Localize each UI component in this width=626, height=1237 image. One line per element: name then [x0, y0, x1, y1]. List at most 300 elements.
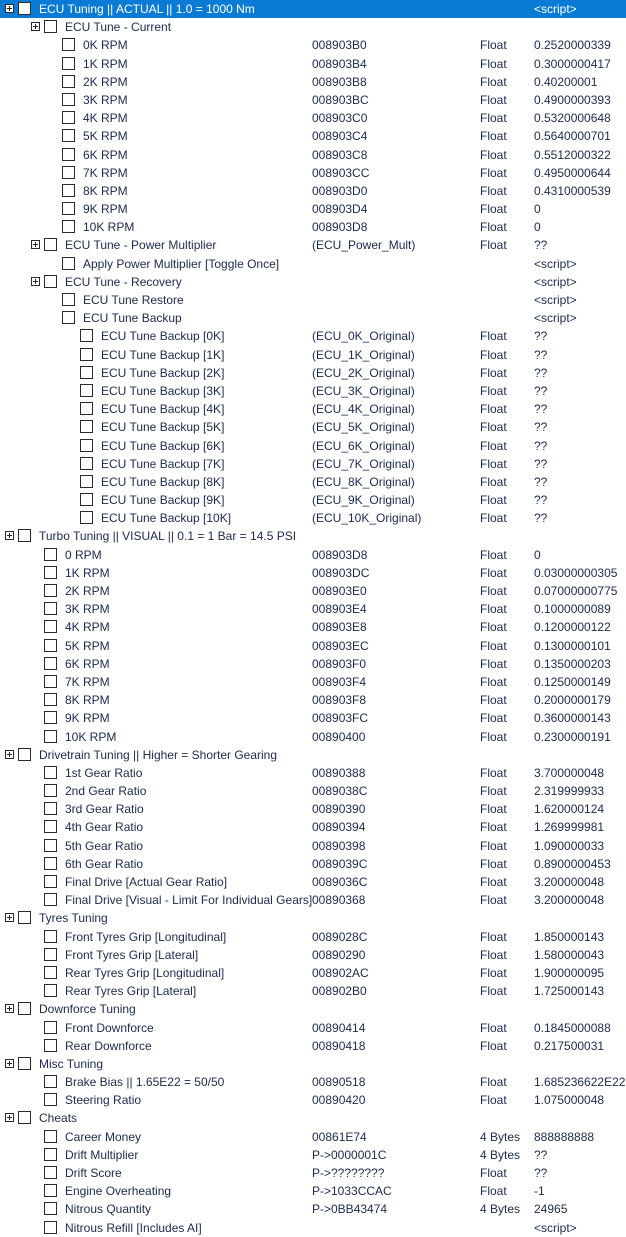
row-value: 0.1300000101 [534, 638, 611, 653]
row-address: (ECU_6K_Original) [312, 438, 415, 453]
table-row[interactable] [0, 1073, 626, 1091]
table-row[interactable] [0, 582, 626, 600]
activate-checkbox[interactable] [18, 1002, 31, 1015]
row-type: Float [480, 1038, 507, 1053]
row-type: Float [480, 584, 507, 598]
row-type: Float [480, 365, 507, 380]
row-description: 3rd Gear Ratio [65, 802, 144, 817]
activate-checkbox[interactable] [80, 348, 93, 361]
row-description: ECU Tune Backup [2K] [101, 365, 225, 380]
row-description: Nitrous Quantity [65, 1202, 152, 1217]
row-value: 0 [534, 547, 541, 562]
row-description: 9K RPM [65, 711, 110, 726]
row-description: Front Downforce [65, 1020, 154, 1035]
activate-checkbox[interactable] [80, 329, 93, 342]
row-address: (ECU_10K_Original) [312, 511, 422, 526]
row-address: 00890388 [312, 765, 366, 780]
row-address: (ECU_7K_Original) [312, 456, 415, 471]
table-row[interactable] [0, 327, 626, 345]
table-row[interactable] [0, 655, 626, 673]
table-row[interactable] [0, 1164, 626, 1182]
table-row[interactable] [0, 1000, 626, 1018]
row-type: Float [480, 674, 507, 689]
row-address: (ECU_0K_Original) [312, 329, 415, 344]
row-description: 6K RPM [83, 147, 128, 162]
activate-checkbox[interactable] [18, 748, 31, 761]
table-row[interactable] [0, 527, 626, 545]
row-description: Rear Downforce [65, 1038, 152, 1053]
activate-checkbox[interactable] [44, 1221, 57, 1234]
row-value: ?? [534, 420, 548, 435]
table-row[interactable] [0, 218, 626, 236]
row-description: 3K RPM [65, 602, 110, 617]
row-value: 0.1000000089 [534, 602, 611, 617]
row-address: 008903C4 [312, 129, 368, 144]
expand-plus-icon[interactable] [5, 1113, 14, 1122]
activate-checkbox[interactable] [80, 384, 93, 397]
activate-checkbox[interactable] [44, 548, 57, 561]
row-type: Float [480, 693, 507, 708]
row-value: 3.700000048 [534, 765, 605, 780]
row-address: 008903DC [312, 565, 370, 580]
row-description: ECU Tune Backup [83, 311, 182, 326]
row-type: Float [480, 92, 507, 107]
row-type: Float [480, 820, 507, 835]
row-description: ECU Tune Backup [6K] [101, 438, 225, 453]
expand-plus-icon[interactable] [5, 531, 14, 540]
table-row[interactable] [0, 546, 626, 564]
row-address: 008903D0 [312, 183, 368, 198]
row-description: Final Drive [Visual - Limit For Individual Gears] [65, 893, 313, 908]
row-description: ECU Tune Backup [5K] [101, 420, 225, 435]
activate-checkbox[interactable] [44, 1148, 57, 1161]
table-row[interactable] [0, 273, 626, 291]
row-address: 008903B4 [312, 56, 367, 71]
activate-checkbox[interactable] [62, 293, 75, 306]
table-row[interactable] [0, 728, 626, 746]
activate-checkbox[interactable] [44, 1202, 57, 1215]
activate-checkbox[interactable] [44, 1021, 57, 1034]
row-address: (ECU_2K_Original) [312, 365, 415, 380]
table-row[interactable] [0, 928, 626, 946]
table-row[interactable] [0, 491, 626, 509]
table-row[interactable] [0, 764, 626, 782]
activate-checkbox[interactable] [80, 420, 93, 433]
table-row[interactable] [0, 873, 626, 891]
row-type: Float [480, 965, 507, 980]
row-description: Drift Score [65, 1166, 122, 1180]
expand-plus-icon[interactable] [5, 1059, 14, 1068]
row-address: 0089028C [312, 929, 368, 944]
activate-checkbox[interactable] [44, 584, 57, 597]
activate-checkbox[interactable] [18, 529, 31, 542]
activate-checkbox[interactable] [62, 166, 75, 179]
activate-checkbox[interactable] [44, 675, 57, 688]
expand-plus-icon[interactable] [31, 277, 40, 286]
activate-checkbox[interactable] [44, 1039, 57, 1052]
activate-checkbox[interactable] [44, 275, 57, 288]
table-row[interactable] [0, 291, 626, 309]
activate-checkbox[interactable] [44, 802, 57, 815]
row-description: ECU Tuning || ACTUAL || 1.0 = 1000 Nm [39, 2, 255, 16]
row-type: 4 Bytes [480, 1129, 521, 1144]
row-description: Misc Tuning [39, 1056, 104, 1071]
row-value: 1.075000048 [534, 1093, 605, 1108]
row-value: 0.1250000149 [534, 674, 611, 689]
table-row[interactable] [0, 400, 626, 418]
row-description: Drivetrain Tuning || Higher = Shorter Gearing [39, 747, 278, 762]
table-row[interactable] [0, 1091, 626, 1109]
row-value: ?? [534, 402, 548, 417]
table-row[interactable] [0, 164, 626, 182]
row-value: ?? [534, 1166, 548, 1180]
row-description: 5th Gear Ratio [65, 838, 144, 853]
row-address: 008902B0 [312, 984, 367, 999]
table-row[interactable] [0, 36, 626, 54]
row-address: 008903F0 [312, 656, 367, 671]
table-row[interactable] [0, 1037, 626, 1055]
activate-checkbox[interactable] [44, 1130, 57, 1143]
table-row[interactable] [0, 1019, 626, 1037]
table-row[interactable] [0, 309, 626, 327]
table-row[interactable] [0, 1109, 626, 1127]
expand-plus-icon[interactable] [31, 240, 40, 249]
row-type: Float [480, 220, 507, 235]
row-description: Nitrous Refill [Includes AI] [65, 1220, 202, 1235]
row-type: Float [480, 493, 507, 508]
row-address: P->0BB43474 [312, 1202, 388, 1217]
activate-checkbox[interactable] [18, 1111, 31, 1124]
activate-checkbox[interactable] [62, 148, 75, 161]
table-row[interactable] [0, 891, 626, 909]
table-row[interactable] [0, 0, 626, 18]
activate-checkbox[interactable] [44, 657, 57, 670]
row-type: Float [480, 56, 507, 71]
row-address: 008903B8 [312, 74, 367, 89]
table-row[interactable] [0, 364, 626, 382]
row-type: Float [480, 1020, 507, 1035]
row-address: (ECU_4K_Original) [312, 402, 415, 417]
table-row[interactable] [0, 782, 626, 800]
activate-checkbox[interactable] [44, 238, 57, 251]
activate-checkbox[interactable] [80, 457, 93, 470]
table-row[interactable] [0, 182, 626, 200]
row-address: 008903E0 [312, 584, 367, 598]
table-row[interactable] [0, 91, 626, 109]
row-type: Float [480, 638, 507, 653]
row-type: Float [480, 438, 507, 453]
row-address: 00890420 [312, 1093, 366, 1108]
activate-checkbox[interactable] [44, 693, 57, 706]
activate-checkbox[interactable] [62, 129, 75, 142]
row-type: Float [480, 402, 507, 417]
row-type: Float [480, 893, 507, 908]
table-row[interactable] [0, 509, 626, 527]
row-address: 00861E74 [312, 1129, 367, 1144]
row-address: 00890394 [312, 820, 366, 835]
row-address: 00890518 [312, 1075, 366, 1090]
row-address: 008903B0 [312, 38, 367, 53]
row-description: ECU Tune - Recovery [65, 274, 182, 289]
row-value: 1.620000124 [534, 802, 605, 817]
row-value: ?? [534, 456, 548, 471]
activate-checkbox[interactable] [44, 857, 57, 870]
table-row[interactable] [0, 18, 626, 36]
table-row[interactable] [0, 1055, 626, 1073]
table-row[interactable] [0, 382, 626, 400]
table-row[interactable] [0, 964, 626, 982]
row-address: 008903CC [312, 165, 370, 180]
table-row[interactable] [0, 1146, 626, 1164]
row-type: Float [480, 929, 507, 944]
row-type: Float [480, 511, 507, 526]
row-address: 00890400 [312, 729, 366, 744]
activate-checkbox[interactable] [44, 839, 57, 852]
activate-checkbox[interactable] [62, 75, 75, 88]
activate-checkbox[interactable] [44, 984, 57, 997]
row-value: ?? [534, 347, 548, 362]
activate-checkbox[interactable] [44, 966, 57, 979]
table-row[interactable] [0, 837, 626, 855]
row-address: 00890290 [312, 947, 366, 962]
row-address: (ECU_1K_Original) [312, 347, 415, 362]
row-value: 0.40200001 [534, 74, 598, 89]
row-description: ECU Tune Backup [1K] [101, 347, 225, 362]
row-address: 008903FC [312, 711, 369, 726]
row-description: 1K RPM [83, 56, 128, 71]
table-row[interactable] [0, 55, 626, 73]
row-type: Float [480, 802, 507, 817]
activate-checkbox[interactable] [62, 38, 75, 51]
row-address: 008903C0 [312, 111, 368, 126]
row-description: Rear Tyres Grip [Longitudinal] [65, 965, 225, 980]
row-description: 0 RPM [65, 547, 102, 562]
row-type: Float [480, 947, 507, 962]
row-type: Float [480, 1075, 507, 1090]
activate-checkbox[interactable] [80, 475, 93, 488]
table-row[interactable] [0, 564, 626, 582]
activate-checkbox[interactable] [44, 930, 57, 943]
row-address: 008903C8 [312, 147, 368, 162]
row-description: Brake Bias || 1.65E22 = 50/50 [65, 1075, 225, 1090]
activate-checkbox[interactable] [62, 93, 75, 106]
table-row[interactable] [0, 673, 626, 691]
table-row[interactable] [0, 1128, 626, 1146]
activate-checkbox[interactable] [80, 366, 93, 379]
activate-checkbox[interactable] [80, 493, 93, 506]
row-description: 1K RPM [65, 565, 110, 580]
table-row[interactable] [0, 709, 626, 727]
row-value: 0.5512000322 [534, 147, 611, 162]
row-value: 1.580000043 [534, 947, 605, 962]
row-value: 0.3600000143 [534, 711, 611, 726]
row-value: 1.900000095 [534, 965, 605, 980]
row-description: Downforce Tuning [39, 1002, 136, 1017]
row-value: ?? [534, 511, 548, 526]
row-description: 3K RPM [83, 92, 128, 107]
row-address: 00890418 [312, 1038, 366, 1053]
table-row[interactable] [0, 473, 626, 491]
activate-checkbox[interactable] [44, 1166, 57, 1179]
row-description: Final Drive [Actual Gear Ratio] [65, 875, 228, 889]
expand-plus-icon[interactable] [5, 913, 14, 922]
row-address: P->???????? [312, 1166, 385, 1180]
table-row[interactable] [0, 1200, 626, 1218]
activate-checkbox[interactable] [44, 566, 57, 579]
row-address: 008903BC [312, 92, 369, 107]
row-description: 6K RPM [65, 656, 110, 671]
table-row[interactable] [0, 73, 626, 91]
activate-checkbox[interactable] [18, 2, 31, 15]
activate-checkbox[interactable] [44, 711, 57, 724]
table-row[interactable] [0, 618, 626, 636]
row-value: -1 [534, 1184, 545, 1199]
expand-plus-icon[interactable] [5, 750, 14, 759]
activate-checkbox[interactable] [44, 1184, 57, 1197]
table-row[interactable] [0, 818, 626, 836]
activate-checkbox[interactable] [44, 1093, 57, 1106]
activate-checkbox[interactable] [18, 1057, 31, 1070]
row-type: Float [480, 238, 507, 253]
activate-checkbox[interactable] [62, 57, 75, 70]
row-description: ECU Tune - Current [65, 20, 172, 35]
row-description: ECU Tune Backup [7K] [101, 456, 225, 471]
row-type: Float [480, 183, 507, 198]
row-type: Float [480, 711, 507, 726]
activate-checkbox[interactable] [44, 820, 57, 833]
row-address: 00890368 [312, 893, 366, 908]
table-row[interactable] [0, 200, 626, 218]
row-address: P->0000001C [312, 1147, 387, 1162]
table-row[interactable] [0, 691, 626, 709]
activate-checkbox[interactable] [62, 202, 75, 215]
row-value: 0.4900000393 [534, 92, 611, 107]
table-row[interactable] [0, 1219, 626, 1237]
row-description: 10K RPM [65, 729, 117, 744]
expand-plus-icon[interactable] [5, 4, 14, 13]
activate-checkbox[interactable] [62, 311, 75, 324]
table-row[interactable] [0, 909, 626, 927]
activate-checkbox[interactable] [18, 911, 31, 924]
row-value: ?? [534, 474, 548, 489]
table-row[interactable] [0, 146, 626, 164]
row-value: ?? [534, 1147, 548, 1162]
activate-checkbox[interactable] [62, 184, 75, 197]
table-row[interactable] [0, 346, 626, 364]
row-script-marker: <script> [534, 256, 577, 271]
table-row[interactable] [0, 1182, 626, 1200]
row-description: Apply Power Multiplier [Toggle Once] [83, 256, 280, 271]
row-type: Float [480, 456, 507, 471]
activate-checkbox[interactable] [44, 784, 57, 797]
activate-checkbox[interactable] [80, 511, 93, 524]
row-type: 4 Bytes [480, 1147, 521, 1162]
activate-checkbox[interactable] [62, 220, 75, 233]
row-address: 008903F8 [312, 693, 367, 708]
row-address: 008902AC [312, 965, 369, 980]
row-value: ?? [534, 383, 548, 398]
row-value: 0 [534, 220, 541, 235]
row-type: Float [480, 74, 507, 89]
row-description: 4K RPM [83, 111, 128, 126]
activate-checkbox[interactable] [44, 893, 57, 906]
activate-checkbox[interactable] [44, 639, 57, 652]
row-value: 3.200000048 [534, 875, 605, 889]
activate-checkbox[interactable] [44, 1075, 57, 1088]
row-address: 008903D4 [312, 202, 368, 217]
row-description: ECU Tune Backup [0K] [101, 329, 225, 344]
row-description: ECU Tune Backup [3K] [101, 383, 225, 398]
row-script-marker: <script> [534, 2, 577, 16]
table-row[interactable] [0, 600, 626, 618]
row-value: 1.090000033 [534, 838, 605, 853]
activate-checkbox[interactable] [80, 439, 93, 452]
table-row[interactable] [0, 637, 626, 655]
activate-checkbox[interactable] [44, 602, 57, 615]
row-address: 008903E4 [312, 602, 367, 617]
row-description: 4th Gear Ratio [65, 820, 144, 835]
row-description: 0K RPM [83, 38, 128, 53]
row-description: 10K RPM [83, 220, 135, 235]
table-row[interactable] [0, 455, 626, 473]
row-value: 0.4310000539 [534, 183, 611, 198]
expand-plus-icon[interactable] [5, 1004, 14, 1013]
activate-checkbox[interactable] [44, 875, 57, 888]
activate-checkbox[interactable] [44, 730, 57, 743]
table-row[interactable] [0, 418, 626, 436]
activate-checkbox[interactable] [44, 20, 57, 33]
row-address: (ECU_Power_Mult) [312, 238, 416, 253]
table-row[interactable] [0, 982, 626, 1000]
row-address: (ECU_9K_Original) [312, 493, 415, 508]
row-description: ECU Tune - Power Multiplier [65, 238, 217, 253]
table-row[interactable] [0, 855, 626, 873]
row-value: ?? [534, 493, 548, 508]
activate-checkbox[interactable] [44, 948, 57, 961]
row-address: 0089038C [312, 784, 368, 799]
expand-plus-icon[interactable] [31, 22, 40, 31]
activate-checkbox[interactable] [62, 257, 75, 270]
row-script-marker: <script> [534, 293, 577, 307]
row-value: 1.725000143 [534, 984, 605, 999]
row-type: Float [480, 165, 507, 180]
activate-checkbox[interactable] [62, 111, 75, 124]
activate-checkbox[interactable] [44, 620, 57, 633]
row-address: (ECU_3K_Original) [312, 383, 415, 398]
table-row[interactable] [0, 746, 626, 764]
row-type: Float [480, 383, 507, 398]
row-description: Front Tyres Grip [Lateral] [65, 947, 199, 962]
row-type: Float [480, 620, 507, 635]
activate-checkbox[interactable] [44, 766, 57, 779]
row-address: 008903E8 [312, 620, 367, 635]
row-value: 0.2000000179 [534, 693, 611, 708]
table-row[interactable] [0, 127, 626, 145]
table-row[interactable] [0, 946, 626, 964]
row-address: 00890390 [312, 802, 366, 817]
table-row[interactable] [0, 236, 626, 254]
row-value: 0.03000000305 [534, 565, 618, 580]
row-script-marker: <script> [534, 1220, 577, 1235]
table-row[interactable] [0, 800, 626, 818]
table-row[interactable] [0, 255, 626, 273]
table-row[interactable] [0, 109, 626, 127]
table-row[interactable] [0, 437, 626, 455]
row-value: 1.850000143 [534, 929, 605, 944]
row-type: Float [480, 656, 507, 671]
activate-checkbox[interactable] [80, 402, 93, 415]
row-type: Float [480, 38, 507, 53]
